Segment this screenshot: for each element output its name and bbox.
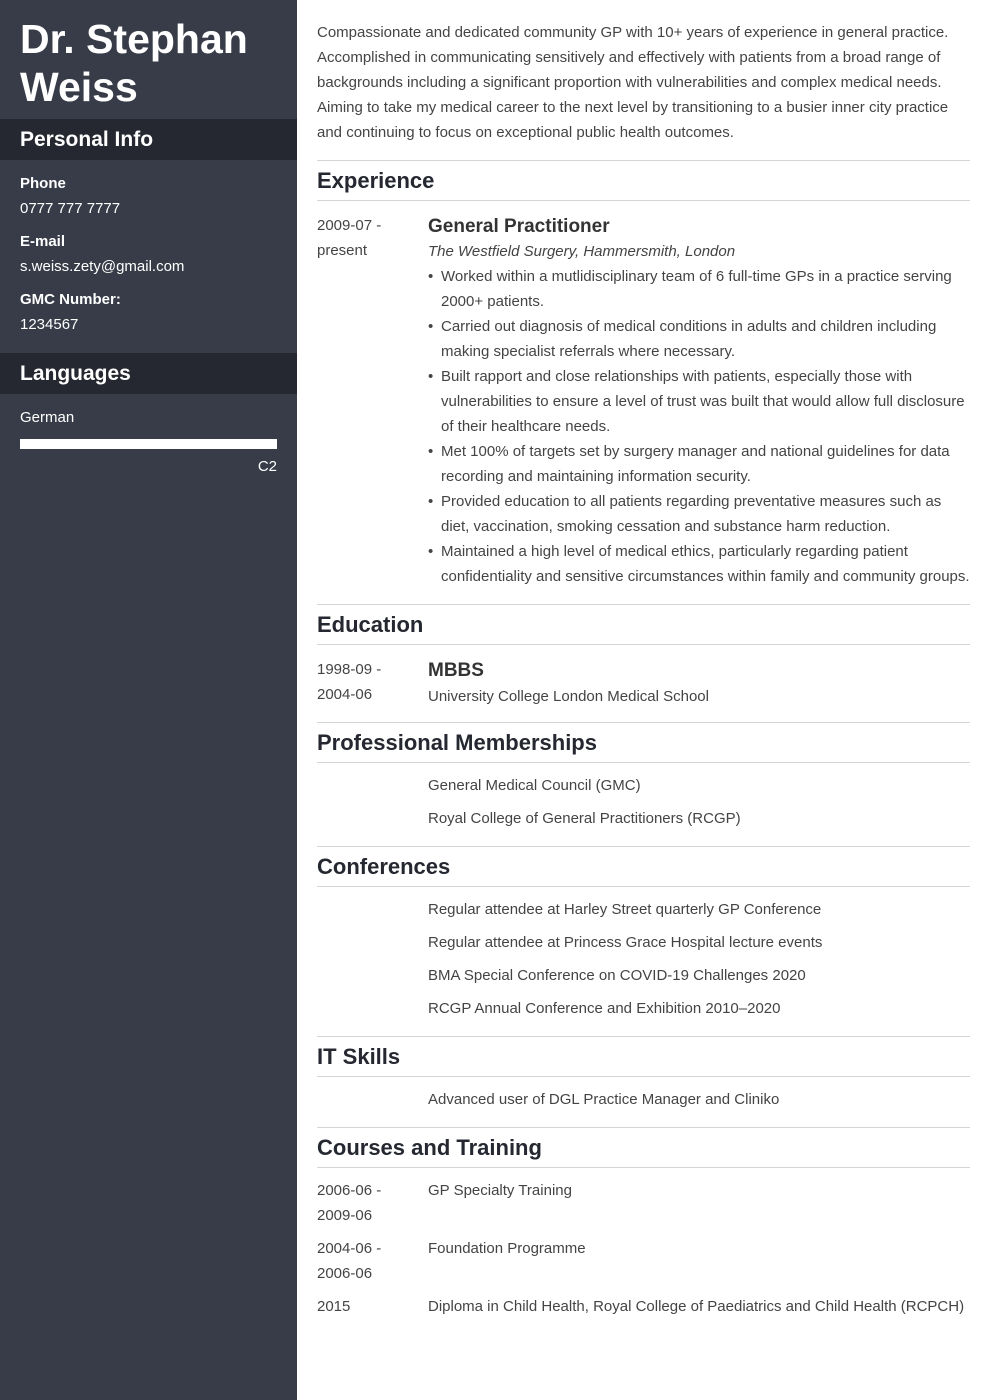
course-name: GP Specialty Training <box>428 1182 572 1199</box>
memberships-heading: Professional Memberships <box>317 723 970 763</box>
experience-item <box>317 213 970 589</box>
list-item: • Provided education to all patients regarding preventative measures such as diet, vaccination, smoking cessation and substance harm reduction. <box>441 489 970 539</box>
language-level: C2 <box>257 458 277 475</box>
responsibilities-list <box>428 264 970 589</box>
education-section <box>317 604 970 709</box>
list-item: • Maintained a high level of medical ethics, particularly regarding patient confidentiality and sensitive circumstances within family and community groups. <box>441 539 970 589</box>
memberships-section <box>317 722 970 831</box>
phone-value: 0777 777 7777 <box>20 200 121 217</box>
language-item <box>0 394 297 479</box>
employer: The Westfield Surgery, Hammersmith, London <box>428 243 736 260</box>
list-item: • Worked within a mutlidisciplinary team of 6 full-time GPs in a practice serving 2000+ patients. <box>441 264 970 314</box>
email-value: s.weiss.zety@gmail.com <box>20 258 185 275</box>
school: University College London Medical School <box>428 688 709 705</box>
conference-name: Regular attendee at Princess Grace Hospital lecture events <box>428 934 823 951</box>
course-date <box>317 1178 428 1228</box>
date-start: 2015 <box>317 1298 351 1315</box>
courses-heading: Courses and Training <box>317 1128 970 1168</box>
personal-info <box>0 160 297 353</box>
course-name: Diploma in Child Health, Royal College of Paediatrics and Child Health (RCPCH) <box>428 1298 965 1315</box>
course-name: Foundation Programme <box>428 1240 586 1257</box>
list-item <box>317 897 970 922</box>
phone-label: Phone <box>20 175 66 192</box>
gmc-number-label: GMC Number: <box>20 291 121 308</box>
experience-date <box>317 213 428 589</box>
job-title: General Practitioner <box>428 216 610 237</box>
date-start: 2009-07 - <box>317 217 382 234</box>
course-date <box>317 1236 428 1286</box>
experience-section <box>317 160 970 589</box>
degree: MBBS <box>428 660 484 681</box>
language-proficiency-bar <box>20 439 277 449</box>
date-end: 2004-06 <box>317 686 373 703</box>
date-start: 1998-09 - <box>317 661 382 678</box>
gmc-number-value: 1234567 <box>20 316 79 333</box>
membership-name: General Medical Council (GMC) <box>428 777 641 794</box>
profile-summary: Compassionate and dedicated community GP with 10+ years of experience in general practice. Accomplished in communicating sensitively and effectively with patients from a broad range of backgrounds including a significant proportion with vulnerabilities and complex medical needs. Aiming to take my medical career to the next level by transitioning to a busier inner city practice and continuing to focus on exceptional public health outcomes. <box>317 24 949 141</box>
list-item <box>317 996 970 1021</box>
conference-name: Regular attendee at Harley Street quarterly GP Conference <box>428 901 822 918</box>
sidebar <box>0 0 297 1400</box>
it-skills-heading: IT Skills <box>317 1037 970 1077</box>
personal-info-heading: Personal Info <box>0 119 297 160</box>
list-item <box>317 963 970 988</box>
list-item <box>317 930 970 955</box>
education-heading: Education <box>317 605 970 645</box>
list-item: • Built rapport and close relationships with patients, especially those with vulnerabilities to ensure a level of trust was built that would allow full disclosure of their healthcare needs. <box>441 364 970 439</box>
list-item: • Met 100% of targets set by surgery manager and national guidelines for data recording and maintaining information security. <box>441 439 970 489</box>
list-item <box>317 773 970 798</box>
conference-name: BMA Special Conference on COVID-19 Challenges 2020 <box>428 967 806 984</box>
language-name: German <box>20 409 75 426</box>
it-skills-section <box>317 1036 970 1112</box>
skill-name: Advanced user of DGL Practice Manager and Cliniko <box>428 1091 780 1108</box>
membership-name: Royal College of General Practitioners (RCGP) <box>428 810 741 827</box>
date-start: 2004-06 - <box>317 1240 382 1257</box>
date-end: present <box>317 242 368 259</box>
conference-name: RCGP Annual Conference and Exhibition 2010–2020 <box>428 1000 781 1017</box>
list-item: • Carried out diagnosis of medical conditions in adults and children including making specialist referrals where necessary. <box>441 314 970 364</box>
experience-heading: Experience <box>317 161 970 201</box>
conferences-heading: Conferences <box>317 847 970 887</box>
languages-heading: Languages <box>0 353 297 394</box>
main-content <box>317 0 970 1319</box>
course-date <box>317 1294 428 1319</box>
candidate-name: Dr. Stephan Weiss <box>20 16 248 110</box>
education-date <box>317 657 428 709</box>
course-item <box>317 1236 970 1286</box>
course-item <box>317 1178 970 1228</box>
courses-section <box>317 1127 970 1319</box>
conferences-section <box>317 846 970 1021</box>
course-item <box>317 1294 970 1319</box>
date-end: 2009-06 <box>317 1207 373 1224</box>
email-label: E-mail <box>20 233 66 250</box>
date-start: 2006-06 - <box>317 1182 382 1199</box>
list-item <box>317 1087 970 1112</box>
date-end: 2006-06 <box>317 1265 373 1282</box>
education-item <box>317 657 970 709</box>
list-item <box>317 806 970 831</box>
